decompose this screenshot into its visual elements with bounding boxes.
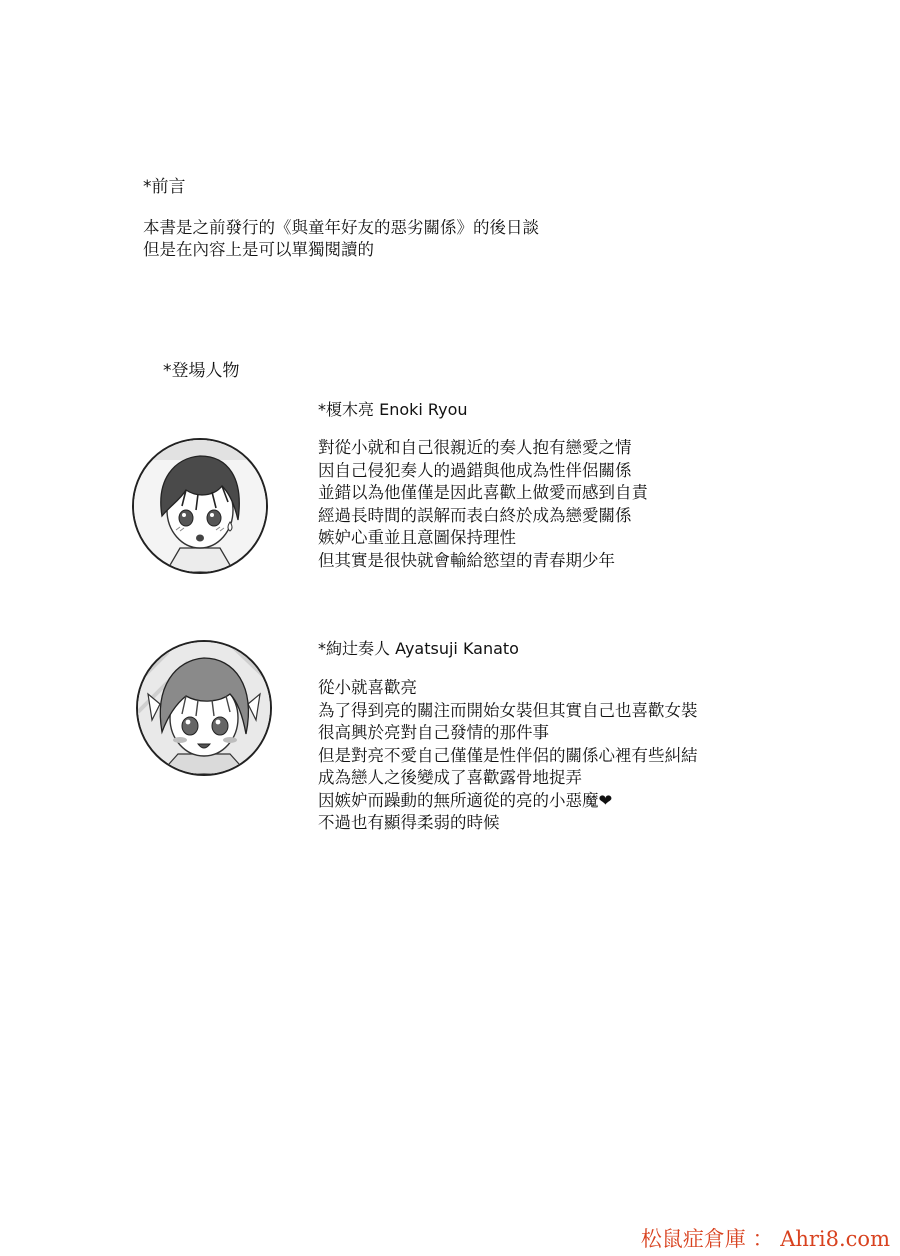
kanato-desc-line: 很高興於亮對自己發情的那件事	[318, 723, 549, 742]
kanato-desc-line: 成為戀人之後變成了喜歡露骨地捉弄	[318, 768, 582, 787]
kanato-name: *絢辻奏人 Ayatsuji Kanato	[318, 639, 519, 658]
kanato-desc-line: 為了得到亮的關注而開始女裝但其實自己也喜歡女裝	[318, 700, 698, 720]
ryou-description	[318, 437, 648, 572]
preface-heading: *前言	[143, 177, 186, 197]
ryou-portrait	[132, 438, 268, 574]
ryou-desc-line: 並錯以為他僅僅是因此喜歡上做愛而感到自責	[318, 483, 648, 502]
kanato-desc-line: 因嫉妒而躁動的無所適從的亮的小惡魔❤	[318, 790, 613, 810]
kanato-description	[318, 677, 698, 835]
ryou-desc-line: 但其實是很快就會輸給慾望的青春期少年	[318, 550, 615, 570]
characters-heading: *登場人物	[163, 361, 240, 381]
ryou-name: *榎木亮 Enoki Ryou	[318, 400, 468, 419]
ryou-desc-line: 因自己侵犯奏人的過錯與他成為性伴侶關係	[318, 460, 632, 480]
site-watermark: 松鼠症倉庫 ： Ahri8.com	[640, 1227, 890, 1251]
ryou-desc-line: 經過長時間的誤解而表白終於成為戀愛關係	[318, 505, 632, 525]
kanato-portrait-illustration	[138, 642, 270, 774]
kanato-desc-line: 不過也有顯得柔弱的時候	[318, 813, 500, 832]
ryou-portrait-illustration	[134, 440, 266, 572]
kanato-portrait	[136, 640, 272, 776]
preface-line: 但是在內容上是可以單獨閱讀的	[143, 240, 374, 259]
kanato-desc-line: 從小就喜歡亮	[318, 678, 417, 697]
ryou-desc-line: 對從小就和自己很親近的奏人抱有戀愛之情	[318, 438, 632, 457]
kanato-desc-line: 但是對亮不愛自己僅僅是性伴侶的關係心裡有些糾結	[318, 745, 698, 765]
preface-line: 本書是之前發行的《與童年好友的惡劣關係》的後日談	[143, 218, 539, 237]
ryou-desc-line: 嫉妒心重並且意圖保持理性	[318, 528, 516, 547]
preface-body	[143, 217, 539, 261]
